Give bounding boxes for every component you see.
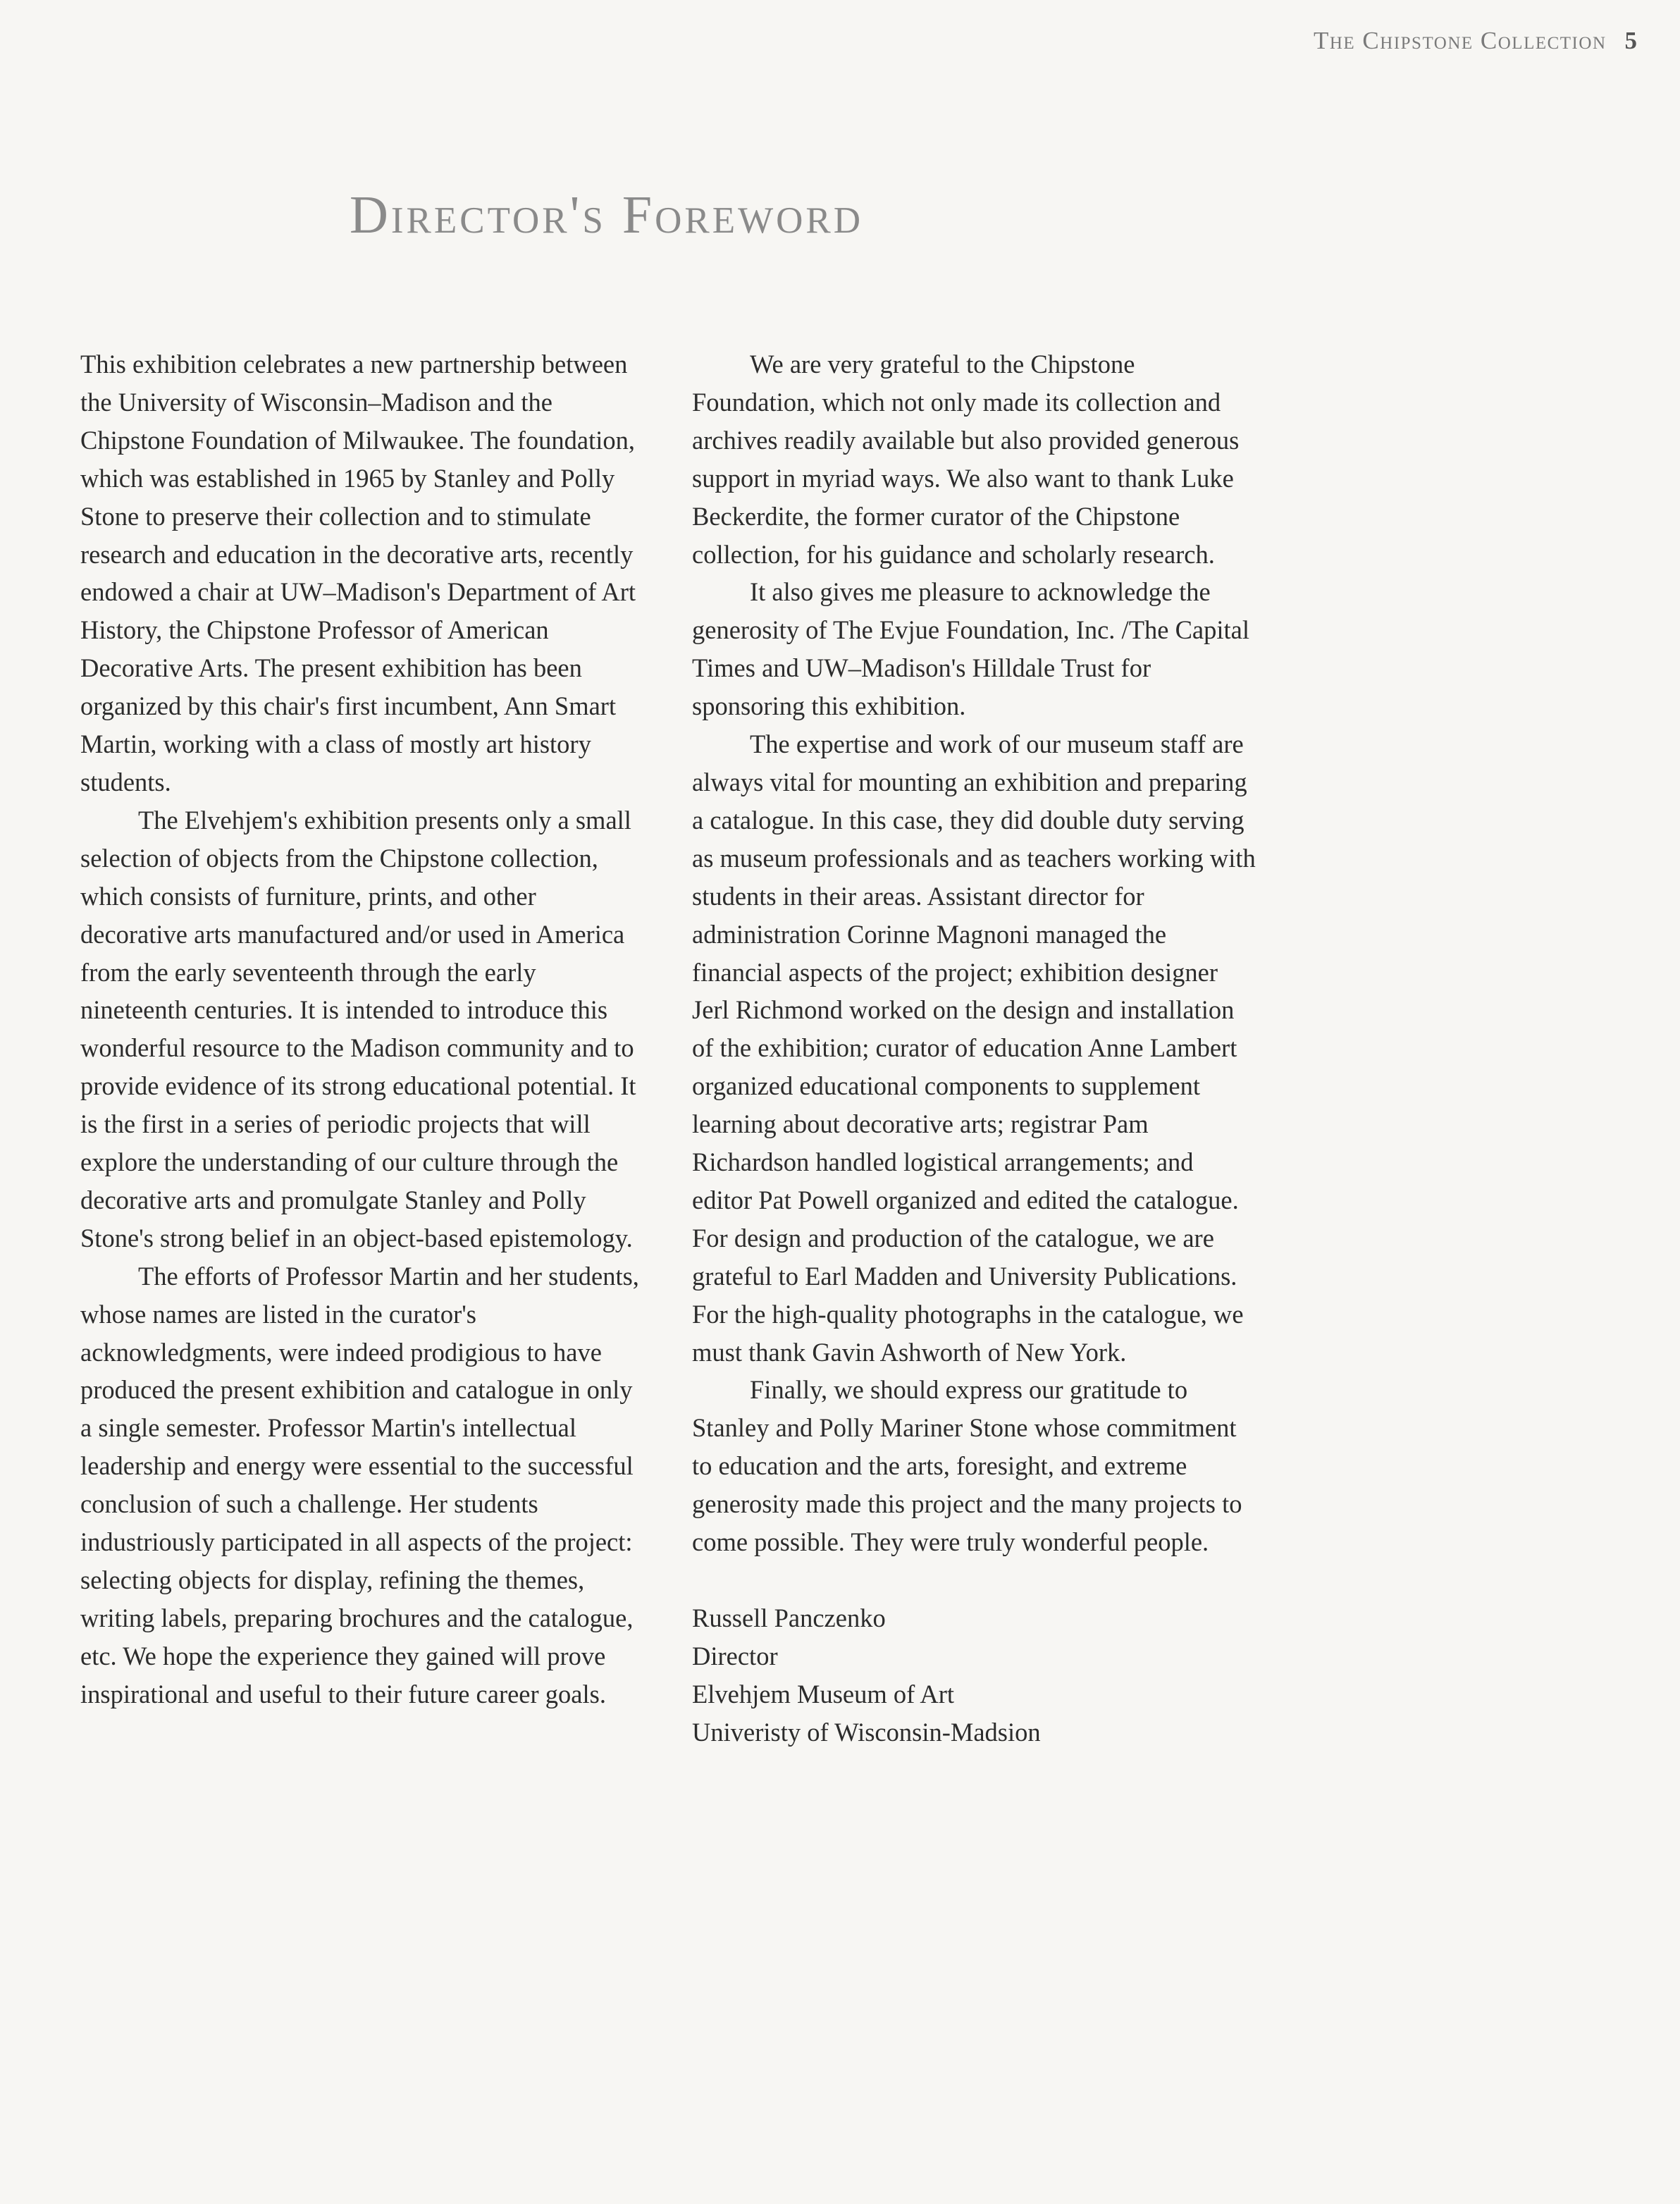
page-title: Director's Foreword (350, 185, 864, 245)
right-column (692, 345, 1256, 1751)
paragraph: Finally, we should express our gratitude to Stanley and Polly Mariner Stone whose commitment to education and the arts, foresight, and extreme generosity made this project and the many projects to come possible. They were truly wonderful people. (692, 1375, 1242, 1557)
paragraph: The efforts of Professor Martin and her students, whose names are listed in the curator's acknowledgments, were indeed prodigious to have produced the present exhibition and catalogue in only a single semester. Professor Martin's intellectual leadership and energy were essential to the successful conclusion of such a challenge. Her students industriously participated in all aspects of the project: selecting objects for display, refining the themes, writing labels, preparing brochures and the catalogue, etc. We hope the experience they gained will prove inspirational and useful to their future career goals. (80, 1261, 639, 1709)
paragraph: We are very grateful to the Chipstone Foundation, which not only made its collection and archives readily available but also provided generous support in myriad ways. We also want to thank Luke Beckerdite, the former curator of the Chipstone collection, for his guidance and scholarly research. (692, 350, 1240, 569)
signature-institution: Elvehjem Museum of Art (692, 1679, 955, 1709)
paragraph: It also gives me pleasure to acknowledge the generosity of The Evjue Foundation, Inc. /The Capital Times and UW–Madison's Hilldale Trust for sponsoring this exhibition. (692, 577, 1249, 721)
running-header (1314, 27, 1638, 55)
signature-name: Russell Panczenko (692, 1603, 886, 1632)
signature-position: Director (692, 1641, 778, 1670)
running-title: The Chipstone Collection (1313, 27, 1607, 54)
signature-university: Univeristy of Wisconsin-Madsion (692, 1717, 1041, 1747)
paragraph: This exhibition celebrates a new partnership between the University of Wisconsin–Madison and the Chipstone Foundation of Milwaukee. The foundation, which was established in 1965 by Stanley and Polly Stone to preserve their collection and to stimulate research and education in the decorative arts, recently endowed a chair at UW–Madison's Department of Art History, the Chipstone Professor of American Decorative Arts. The present exhibition has been organized by this chair's first incumbent, Ann Smart Martin, working with a class of mostly art history students. (80, 350, 636, 796)
paragraph: The Elvehjem's exhibition presents only a small selection of objects from the Chipstone collection, which consists of furniture, prints, and other decorative arts manufactured and/or used in America from the early seventeenth through the early nineteenth centuries. It is intended to introduce this wonderful resource to the Madison community and to provide evidence of its strong educational potential. It is the first in a series of periodic projects that will explore the understanding of our culture through the decorative arts and promulgate Stanley and Polly Stone's strong belief in an object-based epistemology. (80, 805, 636, 1252)
signature-block (692, 1599, 1256, 1751)
paragraph: The expertise and work of our museum staff are always vital for mounting an exhibition and preparing a catalogue. In this case, they did double duty serving as museum professionals and as teachers working with students in their areas. Assistant director for administration Corinne Magnoni managed the financial aspects of the project; exhibition designer Jerl Richmond worked on the design and installation of the exhibition; curator of education Anne Lambert organized educational components to supplement learning about decorative arts; registrar Pam Richardson handled logistical arrangements; and editor Pat Powell organized and edited the catalogue. For design and production of the catalogue, we are grateful to Earl Madden and University Publications. For the high-quality photographs in the catalogue, we must thank Gavin Ashworth of New York. (692, 729, 1256, 1367)
left-column (80, 345, 644, 1713)
page-number: 5 (1624, 27, 1638, 54)
